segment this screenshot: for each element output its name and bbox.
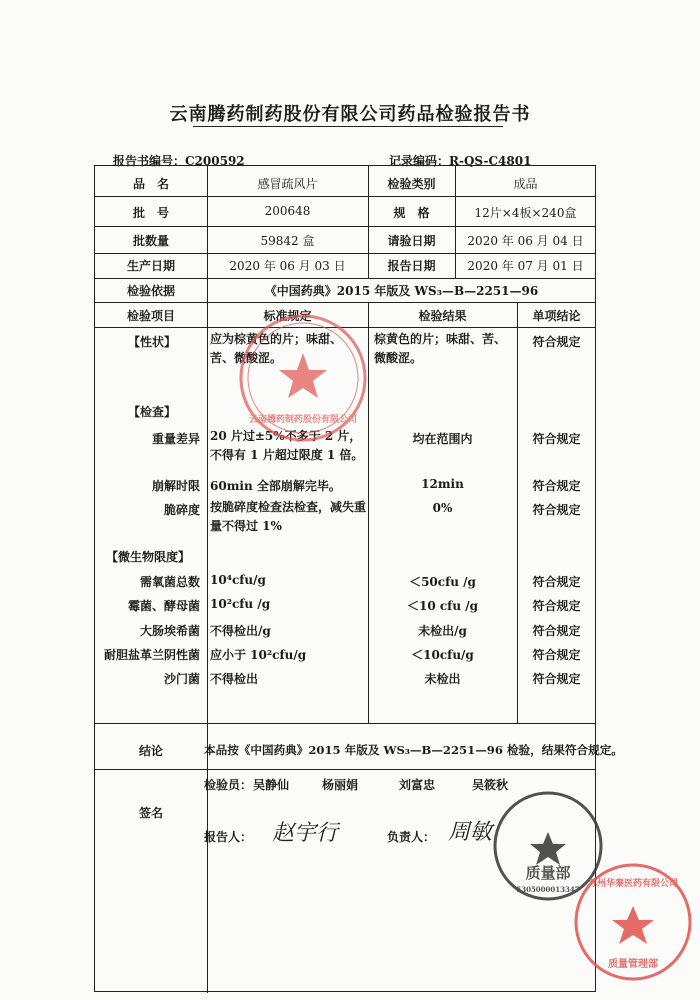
header-item: 检验项目 [126,309,175,323]
batch-label: 批 号 [132,206,169,220]
bile-item: 耐胆盐革兰阴性菌 [103,648,200,662]
responsible-signature: 周敏 [448,820,493,845]
disintegration-standard: 60min 全部崩解完毕。 [210,479,341,493]
aerobic-standard: 10⁴cfu/g [210,573,266,587]
suzhou-company-stamp [573,862,693,982]
spec-label: 规 格 [393,206,430,220]
row-divider [95,302,595,303]
header-standard: 标准规定 [263,309,312,323]
request-date: 2020 年 06 月 04 日 [467,234,584,248]
bile-result: ＜10cfu/g [411,648,474,662]
friability-conclusion: 符合规定 [532,503,581,517]
suzhou-dept-name: 质量管理部 [608,959,658,970]
salmonella-result: 未检出 [424,672,461,686]
conclusion-text: 本品按《中国药典》2015 年版及 WS₃—B—2251—96 检验，结果符合规定。 [204,743,623,757]
qc-seal-text: 云南腾药制药股份有限公司 [248,414,357,425]
row-divider [95,196,595,197]
quantity-label: 批数量 [132,234,169,248]
qa-dept-code: 5305000013347 [516,885,580,894]
row-divider [95,253,595,254]
production-date: 2020 年 06 月 03 日 [229,259,346,273]
mold-item: 霉菌、酵母菌 [127,599,200,613]
report-date-label: 报告日期 [387,259,436,273]
col-divider [207,723,208,993]
salmonella-conclusion: 符合规定 [532,672,581,686]
row-divider [95,723,595,724]
basis-label: 检验依据 [126,284,175,298]
title-underline [193,126,503,127]
section-traits: 【性状】 [128,335,177,349]
col-divider [207,302,208,723]
basis-value: 《中国药典》2015 年版及 WS₃—B—2251—96 [264,284,539,298]
responsible-label: 负责人： [387,830,436,844]
traits-standard: 应为棕黄色的片；味甜、苦、微酸涩。 [210,332,343,365]
reporter-label: 报告人： [204,830,253,844]
request-date-label: 请验日期 [387,234,436,248]
ecoli-conclusion: 符合规定 [532,624,581,638]
reporter-signature: 赵宇行 [272,821,339,846]
disintegration-result: 12min [421,477,464,491]
aerobic-conclusion: 符合规定 [532,575,581,589]
section-inspection: 【检查】 [128,405,177,419]
traits-result: 棕黄色的片；味甜、苦、微酸涩。 [374,332,507,365]
traits-conclusion: 符合规定 [532,335,581,349]
ecoli-standard: 不得检出/g [210,624,271,638]
conclusion-label: 结论 [138,744,163,758]
mold-standard: 10²cfu /g [210,597,271,611]
batch-number: 200648 [264,204,311,218]
inspector-name: 杨丽娟 [322,778,359,792]
disintegration-conclusion: 符合规定 [532,479,581,493]
weight-item: 重量差异 [151,432,200,446]
quantity-value: 59842 盒 [260,234,315,248]
salmonella-standard: 不得检出 [210,672,259,686]
ecoli-item: 大肠埃希菌 [139,624,200,638]
inspector-name: 刘富忠 [399,778,436,792]
aerobic-result: ＜50cfu /g [409,575,476,589]
friability-result: 0% [432,501,453,515]
report-title: 云南腾药制药股份有限公司药品检验报告书 [169,104,531,125]
report-date: 2020 年 07 月 01 日 [467,259,584,273]
ecoli-result: 未检出/g [418,624,467,638]
friability-standard: 按脆碎度检查法检查，减失重量不得过 1% [210,500,367,533]
salmonella-item: 沙门菌 [163,672,200,686]
aerobic-item: 需氧菌总数 [139,575,200,589]
production-date-label: 生产日期 [126,259,175,273]
qa-dept-name: 质量部 [525,863,571,882]
disintegration-item: 崩解时限 [151,479,200,493]
row-divider [95,769,595,770]
spec-value: 12片×4板×240盒 [474,206,577,220]
bile-conclusion: 符合规定 [532,648,581,662]
test-type-label: 检验类别 [387,177,436,191]
weight-result: 均在范围内 [412,432,473,446]
weight-conclusion: 符合规定 [532,432,581,446]
bile-standard: 应小于 10²cfu/g [210,648,307,662]
header-conclusion: 单项结论 [532,309,581,323]
section-microbial: 【微生物限度】 [106,550,191,564]
weight-standard: 20 片过±5%不多于 2 片，不得有 1 片超过限度 1 倍。 [210,429,364,462]
mold-result: ＜10 cfu /g [406,599,479,613]
qc-seal-stamp [238,313,368,443]
product-name-label: 品 名 [132,177,169,191]
test-type: 成品 [513,177,538,191]
report-number: 报告书编号：C200592 [113,154,245,168]
product-name: 感冒疏风片 [257,177,318,191]
inspectors-label: 检验员： [204,778,253,792]
inspector-name: 吴筱秋 [472,778,509,792]
friability-item: 脆碎度 [163,503,200,517]
record-number: 记录编码：R-QS-C4801 [389,154,532,168]
mold-conclusion: 符合规定 [532,599,581,613]
inspector-name: 吴静仙 [253,778,290,792]
row-divider [95,278,595,279]
suzhou-company-name: 苏州华秦医药有限公司 [587,879,678,889]
signature-label: 签名 [138,806,163,820]
row-divider [95,226,595,227]
header-result: 检验结果 [418,309,467,323]
